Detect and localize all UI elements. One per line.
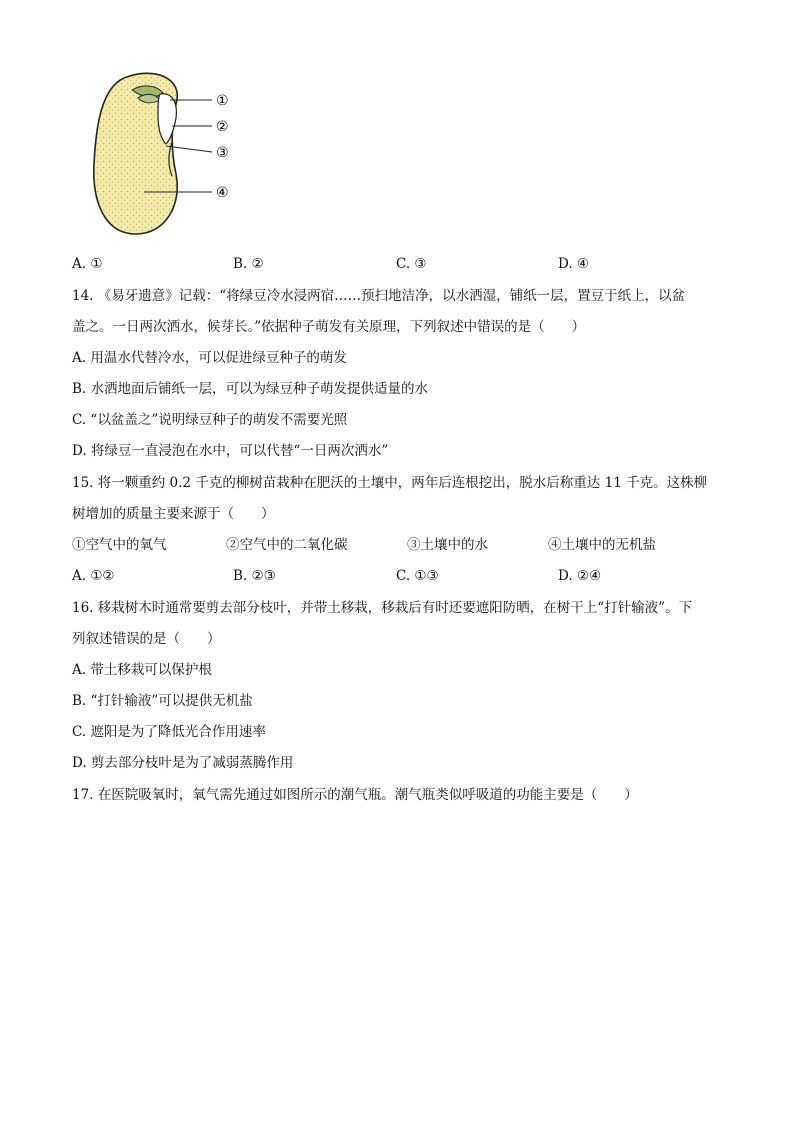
q13-option-a: A. ① [72,256,103,272]
q15-stem-line-2: 树增加的质量主要来源于（ ） [72,506,275,522]
q15-item-2: ②空气中的二氧化碳 [226,537,348,553]
q15-item-3: ③土壤中的水 [407,537,488,553]
q14-stem-line-1: 14. 《易牙遗意》记载：“将绿豆冷水浸两宿……预扫地洁净，以水洒湿，铺纸一层，置豆于纸上，以盆 [72,288,686,304]
q15-stem-line-1: 15. 将一颗重约 0.2 千克的柳树苗栽种在肥沃的土壤中，两年后连根挖出，脱水后称重达 11 千克。这株柳 [72,475,708,491]
q14-option-b: B. 水洒地面后铺纸一层，可以为绿豆种子萌发提供适量的水 [72,381,429,397]
q13-option-c: C. ③ [396,256,427,272]
figure-label-1: ① [216,93,229,109]
figure-label-2: ② [216,119,229,135]
q14-stem-line-2: 盖之。一日两次洒水，候芽长。”依据种子萌发有关原理，下列叙述中错误的是（ ） [72,319,586,335]
q15-item-4: ④土壤中的无机盐 [548,537,656,553]
q15-option-d: D. ②④ [558,568,602,584]
q14-option-c: C. “以盆盖之”说明绿豆种子的萌发不需要光照 [72,412,348,428]
q16-option-a: A. 带土移栽可以保护根 [72,662,212,678]
q17-stem-line-1: 17. 在医院吸氧时，氧气需先通过如图所示的潮气瓶。潮气瓶类似呼吸道的功能主要是（ ） [72,787,638,803]
figure-label-3: ③ [216,145,229,161]
q16-stem-line-1: 16. 移栽树木时通常要剪去部分枝叶，并带土移栽，移栽后有时还要遮阳防晒，在树干上“打针输液”。下 [72,600,693,616]
q15-option-c: C. ①③ [396,568,439,584]
figure-label-4: ④ [216,185,229,201]
q13-option-d: D. ④ [558,256,590,272]
q14-option-d: D. 将绿豆一直浸泡在水中，可以代替“一日两次洒水” [72,443,389,459]
bean-seed-diagram [84,64,244,240]
q15-option-a: A. ①② [72,568,115,584]
q16-option-d: D. 剪去部分枝叶是为了减弱蒸腾作用 [72,755,294,771]
q15-option-b: B. ②③ [233,568,276,584]
q16-option-b: B. “打针输液”可以提供无机盐 [72,693,253,709]
q15-item-1: ①空气中的氧气 [72,537,167,553]
seed-radicle [158,94,176,144]
q16-option-c: C. 遮阳是为了降低光合作用速率 [72,724,266,740]
q14-option-a: A. 用温水代替冷水，可以促进绿豆种子的萌发 [72,350,347,366]
q13-option-b: B. ② [233,256,264,272]
q16-stem-line-2: 列叙述错误的是（ ） [72,631,221,647]
